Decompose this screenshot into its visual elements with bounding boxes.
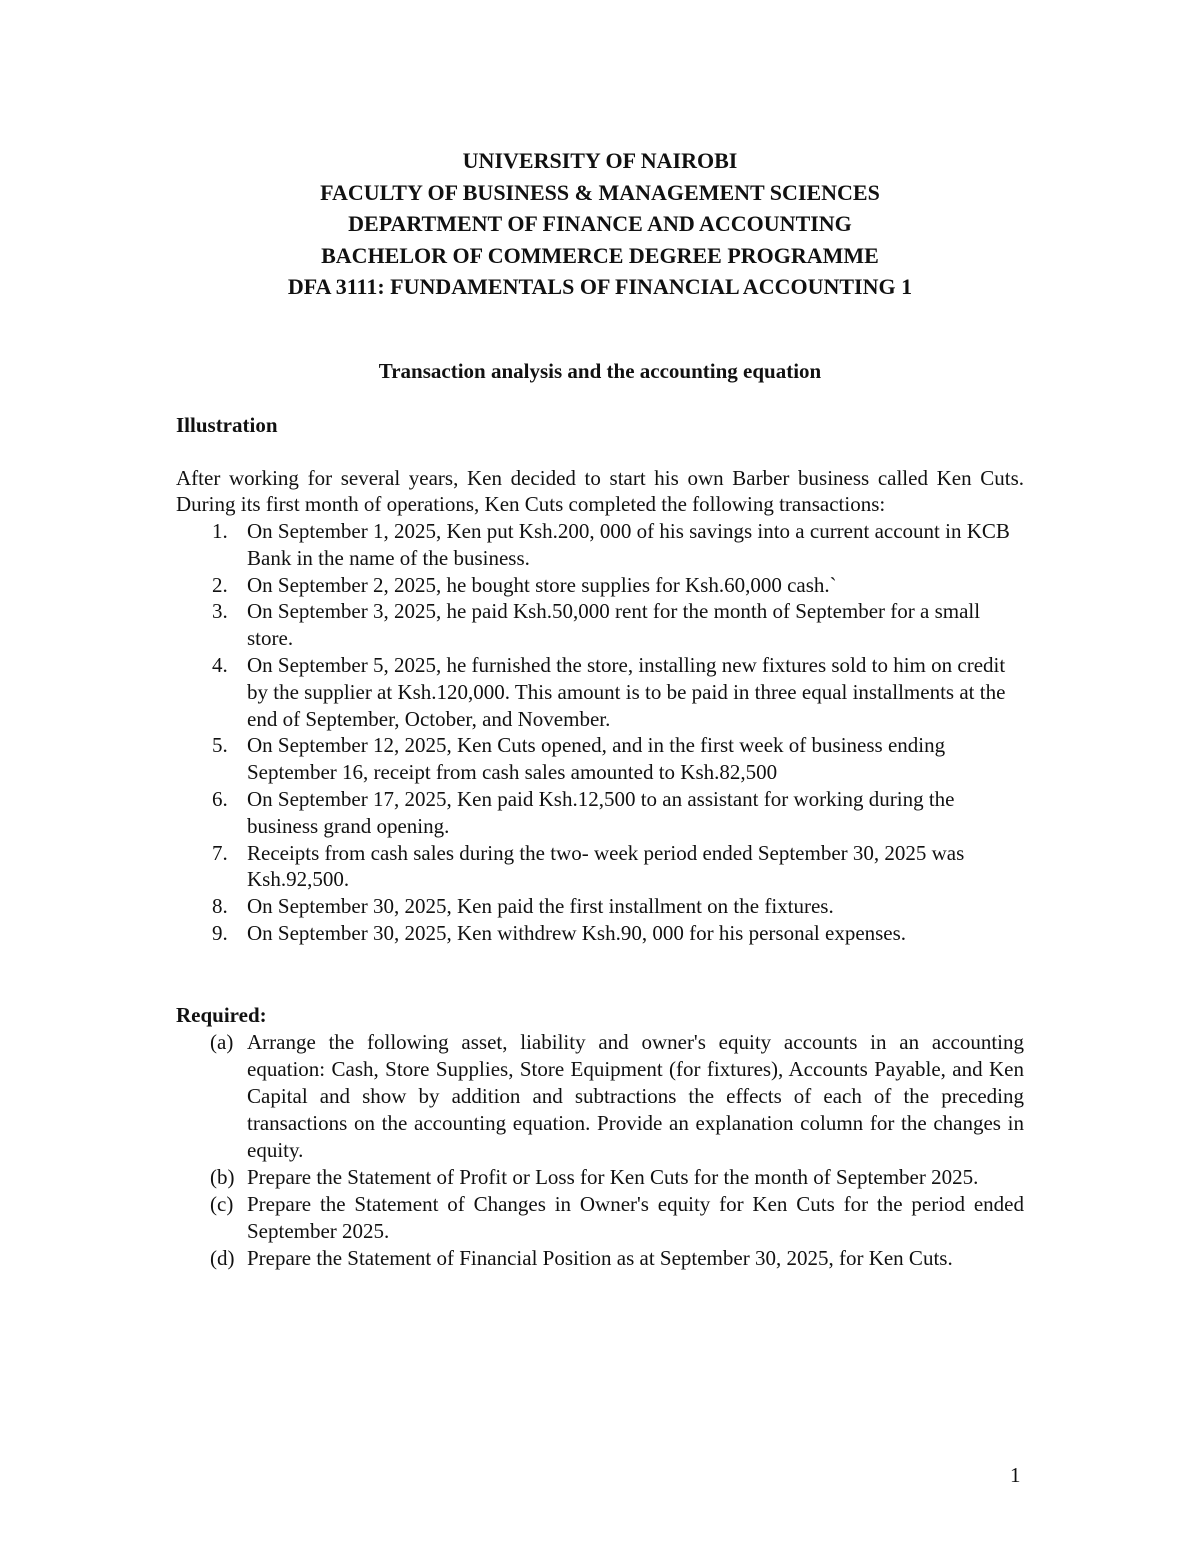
list-item-text: On September 12, 2025, Ken Cuts opened, and in the first week of business ending September 16, receipt from cash sales amounted to Ksh.82,500 (247, 733, 946, 785)
list-item-number: 3. (212, 599, 228, 624)
list-item-letter: (b) (210, 1164, 235, 1189)
required-list (176, 1029, 1024, 1272)
header-department: DEPARTMENT OF FINANCE AND ACCOUNTING (348, 211, 852, 236)
list-item (176, 572, 1024, 599)
list-item-number: 8. (212, 894, 228, 919)
list-item (176, 1164, 1024, 1191)
list-item (176, 1245, 1024, 1272)
list-item (176, 920, 1024, 947)
list-item-text: Prepare the Statement of Changes in Owner's equity for Ken Cuts for the period ended September 2025. (247, 1191, 1024, 1243)
list-item (176, 840, 1024, 894)
page-number: 1 (1010, 1463, 1021, 1487)
list-item (176, 1191, 1024, 1245)
list-item (176, 598, 1024, 652)
list-item-number: 1. (212, 519, 228, 544)
section-title: Transaction analysis and the accounting equation (378, 358, 822, 383)
list-item-number: 2. (212, 572, 228, 597)
list-item-text: On September 5, 2025, he furnished the store, installing new fixtures sold to him on credit by the supplier at Ksh.120,000. This amount is to be paid in three equal installments at the end of September, October, and November. (247, 653, 1006, 731)
list-item-text: On September 30, 2025, Ken paid the first installment on the fixtures. (247, 894, 834, 919)
list-item-text: On September 30, 2025, Ken withdrew Ksh.90, 000 for his personal expenses. (247, 921, 907, 946)
list-item (176, 893, 1024, 920)
list-item (176, 732, 1024, 786)
header-programme: BACHELOR OF COMMERCE DEGREE PROGRAMME (321, 242, 879, 268)
list-item-text: On September 17, 2025, Ken paid Ksh.12,500 to an assistant for working during the business grand opening. (247, 787, 955, 838)
list-item-text: Prepare the Statement of Profit or Loss for Ken Cuts for the month of September 2025. (247, 1164, 979, 1189)
list-item-number: 9. (212, 921, 228, 946)
transaction-list (176, 518, 1024, 947)
page-content (176, 145, 1024, 1272)
list-item-number: 4. (212, 653, 228, 678)
list-item-number: 7. (212, 840, 228, 865)
list-item-text: Arrange the following asset, liability and owner's equity accounts in an accounting equation: Cash, Store Supplies, Store Equipment (for fixtures), Accounts Payable, and Ken Capital and show by addition and subtractions the effects of each of the preceding transactions on the accounting equation. Provide an explanation column for the changes in equity. (247, 1029, 1024, 1162)
header-faculty: FACULTY OF BUSINESS & MANAGEMENT SCIENCES (320, 179, 880, 205)
document-header (176, 145, 1024, 303)
list-item-number: 6. (212, 787, 228, 812)
list-item-letter: (d) (210, 1245, 235, 1270)
list-item-letter: (c) (210, 1191, 234, 1216)
list-item (176, 1029, 1024, 1164)
list-item-text: On September 2, 2025, he bought store supplies for Ksh.60,000 cash.` (247, 572, 837, 597)
list-item (176, 652, 1024, 732)
illustration-intro: After working for several years, Ken decided to start his own Barber business called Ken Cuts. During its first month of operations, Ken Cuts completed the following transactions: (176, 465, 1024, 517)
list-item-text: On September 1, 2025, Ken put Ksh.200, 000 of his savings into a current account in KCB Bank in the name of the business. (247, 519, 1010, 570)
list-item-text: On September 3, 2025, he paid Ksh.50,000 rent for the month of September for a small store. (247, 599, 981, 651)
list-item-text: Prepare the Statement of Financial Position as at September 30, 2025, for Ken Cuts. (247, 1245, 953, 1270)
illustration-label: Illustration (176, 412, 278, 437)
header-course: DFA 3111: FUNDAMENTALS OF FINANCIAL ACCOUNTING 1 (287, 274, 913, 299)
list-item-letter: (a) (210, 1029, 234, 1054)
list-item (176, 518, 1024, 572)
required-label: Required: (176, 1002, 267, 1027)
header-university: UNIVERSITY OF NAIROBI (462, 148, 738, 173)
list-item-text: Receipts from cash sales during the two- week period ended September 30, 2025 was Ksh.92,500. (247, 840, 965, 892)
list-item (176, 786, 1024, 840)
list-item-number: 5. (212, 733, 228, 758)
